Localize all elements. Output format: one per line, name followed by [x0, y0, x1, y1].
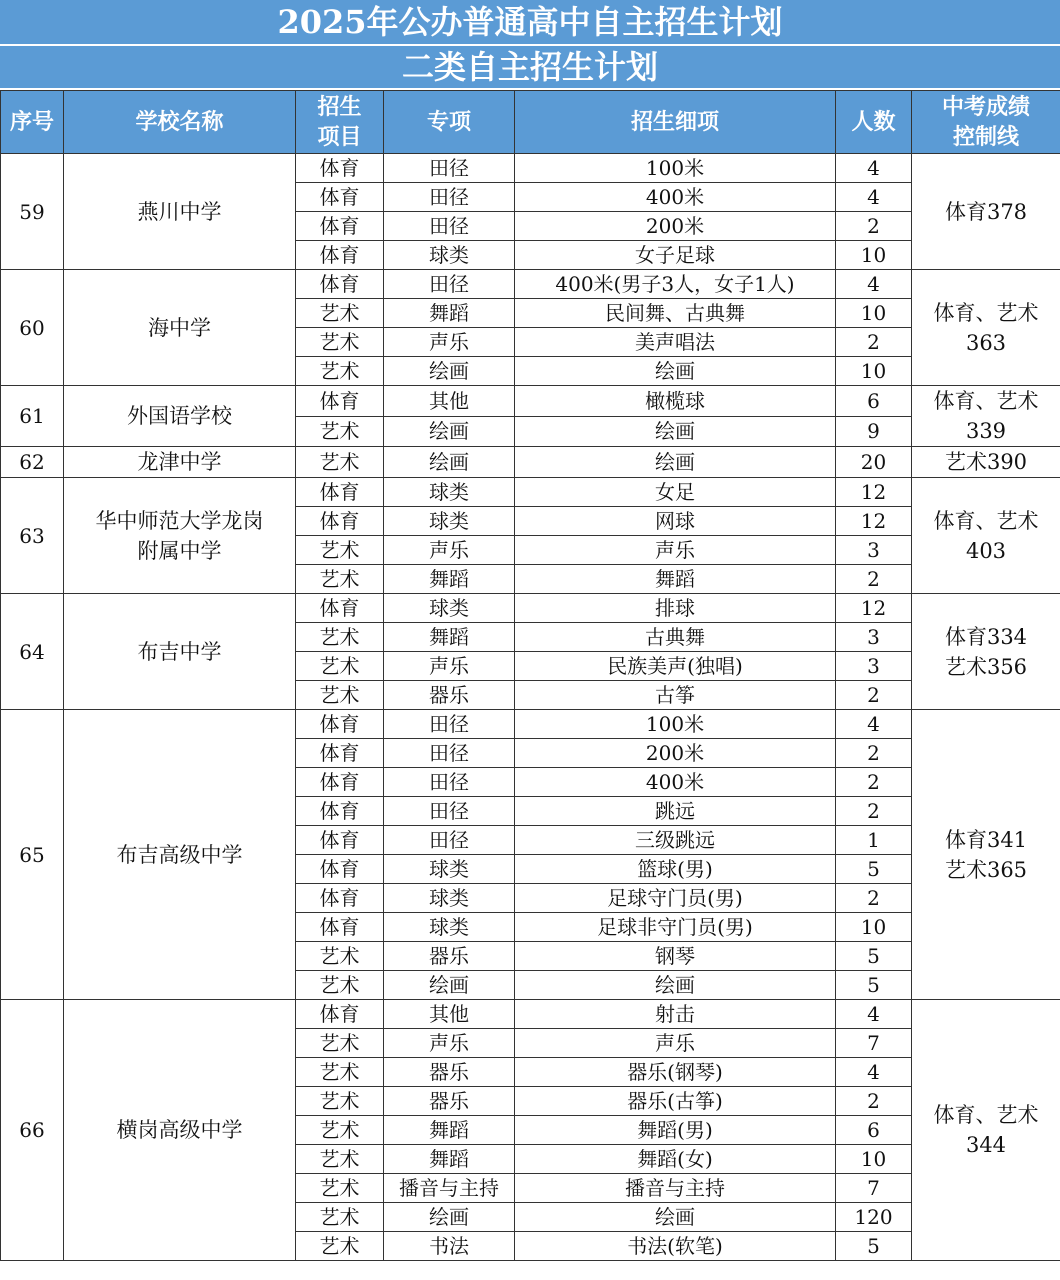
cell-category: 体育 [296, 710, 384, 739]
cell-school-name: 外国语学校 [64, 386, 296, 447]
cell-score-line: 体育、艺术 339 [912, 386, 1060, 447]
cell-specialty: 其他 [384, 386, 515, 417]
cell-category: 体育 [296, 768, 384, 797]
cell-specialty: 绘画 [384, 1203, 515, 1232]
cell-category: 体育 [296, 154, 384, 183]
cell-category: 艺术 [296, 1145, 384, 1174]
header-count: 人数 [836, 91, 912, 154]
cell-detail: 400米(男子3人，女子1人) [515, 270, 836, 299]
cell-specialty: 声乐 [384, 328, 515, 357]
cell-count: 10 [836, 241, 912, 270]
cell-specialty: 舞蹈 [384, 1116, 515, 1145]
table-row [1, 386, 1060, 417]
cell-category: 艺术 [296, 1058, 384, 1087]
cell-category: 艺术 [296, 416, 384, 447]
cell-specialty: 田径 [384, 270, 515, 299]
page-subtitle: 二类自主招生计划 [0, 46, 1060, 88]
cell-detail: 钢琴 [515, 942, 836, 971]
cell-seq: 59 [1, 154, 64, 270]
cell-specialty: 田径 [384, 154, 515, 183]
cell-count: 5 [836, 971, 912, 1000]
cell-detail: 400米 [515, 768, 836, 797]
cell-category: 艺术 [296, 357, 384, 386]
cell-detail: 篮球(男) [515, 855, 836, 884]
cell-detail: 三级跳远 [515, 826, 836, 855]
cell-count: 2 [836, 739, 912, 768]
cell-specialty: 舞蹈 [384, 565, 515, 594]
cell-count: 2 [836, 1087, 912, 1116]
cell-specialty: 田径 [384, 183, 515, 212]
cell-school-name: 布吉中学 [64, 594, 296, 710]
cell-detail: 民间舞、古典舞 [515, 299, 836, 328]
page-title: 2025年公办普通高中自主招生计划 [0, 0, 1060, 46]
enrollment-table [0, 90, 1060, 1261]
cell-specialty: 器乐 [384, 1058, 515, 1087]
cell-category: 艺术 [296, 536, 384, 565]
cell-count: 12 [836, 507, 912, 536]
cell-count: 4 [836, 154, 912, 183]
cell-detail: 舞蹈(女) [515, 1145, 836, 1174]
cell-specialty: 舞蹈 [384, 1145, 515, 1174]
cell-category: 艺术 [296, 942, 384, 971]
cell-school-name: 龙津中学 [64, 447, 296, 478]
cell-detail: 器乐(古筝) [515, 1087, 836, 1116]
cell-detail: 绘画 [515, 1203, 836, 1232]
header-specialty: 专项 [384, 91, 515, 154]
cell-count: 20 [836, 447, 912, 478]
cell-detail: 绘画 [515, 971, 836, 1000]
cell-count: 1 [836, 826, 912, 855]
cell-count: 12 [836, 478, 912, 507]
cell-category: 艺术 [296, 1203, 384, 1232]
cell-category: 艺术 [296, 652, 384, 681]
cell-count: 3 [836, 623, 912, 652]
cell-specialty: 舞蹈 [384, 623, 515, 652]
header-detail: 招生细项 [515, 91, 836, 154]
cell-score-line: 体育、艺术 403 [912, 478, 1060, 594]
cell-category: 体育 [296, 913, 384, 942]
cell-specialty: 田径 [384, 797, 515, 826]
cell-count: 2 [836, 884, 912, 913]
cell-detail: 200米 [515, 739, 836, 768]
cell-specialty: 声乐 [384, 652, 515, 681]
cell-score-line: 体育378 [912, 154, 1060, 270]
header-seq: 序号 [1, 91, 64, 154]
cell-seq: 63 [1, 478, 64, 594]
cell-score-line: 体育341 艺术365 [912, 710, 1060, 1000]
cell-specialty: 田径 [384, 710, 515, 739]
cell-count: 4 [836, 1058, 912, 1087]
cell-seq: 65 [1, 710, 64, 1000]
cell-detail: 民族美声(独唱) [515, 652, 836, 681]
cell-count: 10 [836, 1145, 912, 1174]
cell-school-name: 海中学 [64, 270, 296, 386]
cell-specialty: 器乐 [384, 681, 515, 710]
cell-category: 艺术 [296, 971, 384, 1000]
cell-category: 体育 [296, 183, 384, 212]
cell-detail: 器乐(钢琴) [515, 1058, 836, 1087]
cell-score-line: 体育、艺术 363 [912, 270, 1060, 386]
cell-count: 7 [836, 1029, 912, 1058]
cell-category: 艺术 [296, 565, 384, 594]
cell-detail: 足球非守门员(男) [515, 913, 836, 942]
cell-category: 艺术 [296, 447, 384, 478]
cell-count: 3 [836, 652, 912, 681]
cell-category: 体育 [296, 884, 384, 913]
cell-count: 6 [836, 386, 912, 417]
cell-specialty: 球类 [384, 241, 515, 270]
cell-school-name: 燕川中学 [64, 154, 296, 270]
cell-detail: 美声唱法 [515, 328, 836, 357]
cell-specialty: 球类 [384, 594, 515, 623]
cell-specialty: 播音与主持 [384, 1174, 515, 1203]
cell-detail: 绘画 [515, 447, 836, 478]
cell-category: 艺术 [296, 681, 384, 710]
cell-count: 2 [836, 768, 912, 797]
cell-specialty: 球类 [384, 884, 515, 913]
cell-detail: 100米 [515, 710, 836, 739]
cell-count: 9 [836, 416, 912, 447]
cell-detail: 舞蹈 [515, 565, 836, 594]
cell-count: 4 [836, 710, 912, 739]
header-category: 招生 项目 [296, 91, 384, 154]
cell-category: 艺术 [296, 328, 384, 357]
cell-specialty: 球类 [384, 855, 515, 884]
cell-detail: 舞蹈(男) [515, 1116, 836, 1145]
table-row [1, 447, 1060, 478]
cell-seq: 61 [1, 386, 64, 447]
cell-category: 艺术 [296, 1174, 384, 1203]
header-school: 学校名称 [64, 91, 296, 154]
table-row [1, 1000, 1060, 1029]
cell-specialty: 田径 [384, 826, 515, 855]
cell-specialty: 绘画 [384, 971, 515, 1000]
table-row [1, 270, 1060, 299]
cell-specialty: 其他 [384, 1000, 515, 1029]
cell-detail: 200米 [515, 212, 836, 241]
table-row [1, 154, 1060, 183]
cell-detail: 绘画 [515, 357, 836, 386]
cell-detail: 声乐 [515, 1029, 836, 1058]
cell-detail: 排球 [515, 594, 836, 623]
cell-count: 6 [836, 1116, 912, 1145]
cell-specialty: 球类 [384, 913, 515, 942]
cell-category: 体育 [296, 739, 384, 768]
cell-specialty: 声乐 [384, 536, 515, 565]
cell-seq: 62 [1, 447, 64, 478]
cell-specialty: 田径 [384, 739, 515, 768]
cell-detail: 声乐 [515, 536, 836, 565]
cell-detail: 射击 [515, 1000, 836, 1029]
cell-detail: 足球守门员(男) [515, 884, 836, 913]
cell-category: 艺术 [296, 623, 384, 652]
cell-detail: 橄榄球 [515, 386, 836, 417]
cell-count: 2 [836, 797, 912, 826]
cell-seq: 60 [1, 270, 64, 386]
cell-detail: 网球 [515, 507, 836, 536]
cell-score-line: 艺术390 [912, 447, 1060, 478]
cell-category: 体育 [296, 478, 384, 507]
cell-detail: 古典舞 [515, 623, 836, 652]
cell-category: 艺术 [296, 1232, 384, 1261]
table-row [1, 710, 1060, 739]
cell-count: 4 [836, 270, 912, 299]
cell-count: 5 [836, 855, 912, 884]
cell-count: 10 [836, 299, 912, 328]
cell-school-name: 布吉高级中学 [64, 710, 296, 1000]
cell-detail: 播音与主持 [515, 1174, 836, 1203]
cell-detail: 400米 [515, 183, 836, 212]
cell-detail: 女足 [515, 478, 836, 507]
cell-specialty: 绘画 [384, 416, 515, 447]
cell-specialty: 球类 [384, 507, 515, 536]
cell-specialty: 绘画 [384, 447, 515, 478]
cell-count: 3 [836, 536, 912, 565]
cell-score-line: 体育、艺术 344 [912, 1000, 1060, 1261]
cell-count: 10 [836, 913, 912, 942]
cell-category: 体育 [296, 797, 384, 826]
cell-detail: 绘画 [515, 416, 836, 447]
cell-count: 10 [836, 357, 912, 386]
cell-category: 体育 [296, 507, 384, 536]
cell-category: 体育 [296, 241, 384, 270]
cell-specialty: 球类 [384, 478, 515, 507]
cell-detail: 古筝 [515, 681, 836, 710]
cell-detail: 书法(软笔) [515, 1232, 836, 1261]
cell-specialty: 声乐 [384, 1029, 515, 1058]
cell-category: 艺术 [296, 1087, 384, 1116]
cell-score-line: 体育334 艺术356 [912, 594, 1060, 710]
cell-school-name: 横岗高级中学 [64, 1000, 296, 1261]
cell-category: 艺术 [296, 1116, 384, 1145]
cell-specialty: 器乐 [384, 942, 515, 971]
cell-specialty: 绘画 [384, 357, 515, 386]
cell-specialty: 舞蹈 [384, 299, 515, 328]
header-score-line: 中考成绩 控制线 [912, 91, 1060, 154]
table-row [1, 478, 1060, 507]
cell-count: 2 [836, 565, 912, 594]
cell-seq: 66 [1, 1000, 64, 1261]
cell-category: 体育 [296, 212, 384, 241]
table-header-row [1, 91, 1060, 154]
cell-seq: 64 [1, 594, 64, 710]
cell-count: 7 [836, 1174, 912, 1203]
cell-count: 12 [836, 594, 912, 623]
cell-category: 艺术 [296, 1029, 384, 1058]
cell-detail: 女子足球 [515, 241, 836, 270]
table-row [1, 594, 1060, 623]
cell-category: 体育 [296, 594, 384, 623]
cell-count: 2 [836, 212, 912, 241]
cell-specialty: 器乐 [384, 1087, 515, 1116]
cell-category: 体育 [296, 855, 384, 884]
cell-detail: 100米 [515, 154, 836, 183]
cell-count: 4 [836, 1000, 912, 1029]
cell-category: 体育 [296, 826, 384, 855]
table-body [1, 154, 1060, 1261]
cell-category: 体育 [296, 1000, 384, 1029]
cell-specialty: 书法 [384, 1232, 515, 1261]
cell-category: 体育 [296, 386, 384, 417]
cell-count: 5 [836, 1232, 912, 1261]
cell-count: 2 [836, 328, 912, 357]
cell-specialty: 田径 [384, 212, 515, 241]
cell-detail: 跳远 [515, 797, 836, 826]
cell-count: 5 [836, 942, 912, 971]
cell-category: 体育 [296, 270, 384, 299]
cell-count: 120 [836, 1203, 912, 1232]
cell-school-name: 华中师范大学龙岗 附属中学 [64, 478, 296, 594]
cell-specialty: 田径 [384, 768, 515, 797]
cell-count: 2 [836, 681, 912, 710]
cell-count: 4 [836, 183, 912, 212]
cell-category: 艺术 [296, 299, 384, 328]
